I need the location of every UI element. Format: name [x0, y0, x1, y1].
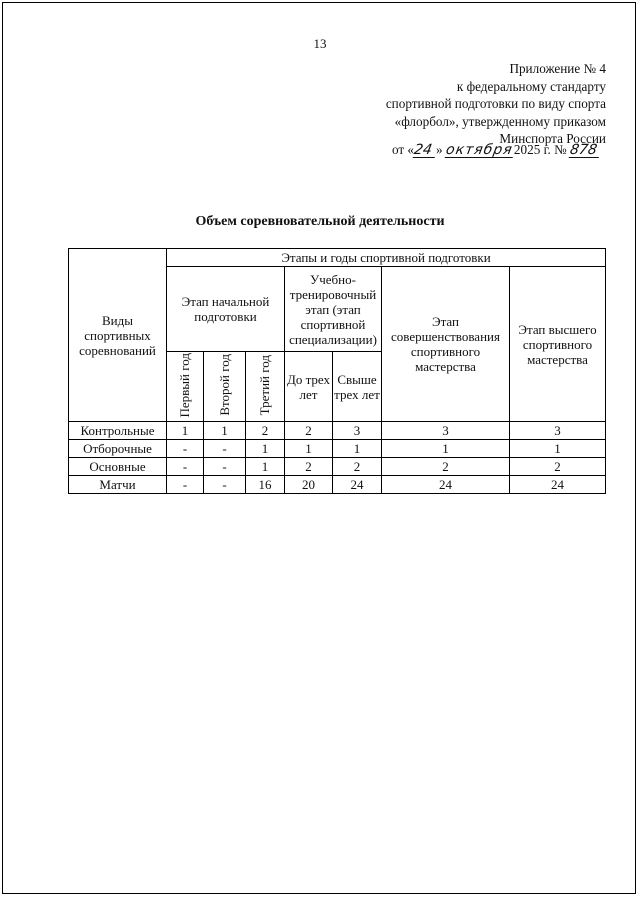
table-cell: 16: [246, 476, 285, 494]
table-row: [69, 476, 606, 494]
table-cell: 1: [246, 458, 285, 476]
order-day: 24: [413, 143, 438, 158]
header-stage-initial: Этап начальной подготовки: [167, 267, 285, 352]
page-number: 13: [313, 36, 327, 51]
annex-header: [386, 60, 606, 148]
table-cell: 2: [510, 458, 606, 476]
table-cell: 1: [333, 440, 382, 458]
table-row: [69, 422, 606, 440]
order-line: [392, 142, 600, 158]
table-cell: 1: [204, 422, 246, 440]
table-cell: 1: [382, 440, 510, 458]
year-second-label: Второй год: [216, 354, 232, 416]
table-cell: 3: [382, 422, 510, 440]
annex-line: Минспорта России: [499, 131, 606, 147]
table-cell: -: [167, 440, 204, 458]
year-third-label: Третий год: [257, 354, 272, 416]
table-cell: 2: [285, 422, 333, 440]
table-cell: 24: [382, 476, 510, 494]
table-cell: 1: [167, 422, 204, 440]
table-cell: -: [204, 440, 246, 458]
table-cell: 1: [510, 440, 606, 458]
table-cell: -: [167, 476, 204, 494]
document-title: Объем соревновательной деятельности: [195, 214, 445, 229]
table-cell: -: [167, 458, 204, 476]
competition-volume-table: [68, 248, 606, 494]
table-cell: 24: [510, 476, 606, 494]
header-stage-training: Учебно-тренировочный этап (этап спортивной специализации): [285, 267, 382, 352]
order-prefix: от «: [391, 142, 415, 157]
annex-line: «флорбол», утвержденному приказом: [394, 113, 606, 129]
table-cell: -: [204, 476, 246, 494]
order-mid: »: [436, 142, 443, 157]
table-cell: 2: [285, 458, 333, 476]
year-first-label: Первый год: [177, 352, 192, 418]
order-month: октября: [444, 142, 514, 158]
table-cell: 2: [246, 422, 285, 440]
row-label: Основные: [69, 458, 167, 476]
header-over-three: Свыше трех лет: [333, 352, 382, 422]
table-cell: 3: [510, 422, 606, 440]
order-number: 878: [569, 143, 602, 158]
table-row: [69, 458, 606, 476]
row-label: Контрольные: [69, 422, 167, 440]
table-cell: 20: [285, 476, 333, 494]
header-kinds: Виды спортивных соревнований: [69, 249, 167, 422]
table-row: [69, 440, 606, 458]
annex-line: к федеральному стандарту: [456, 78, 606, 94]
annex-line: спортивной подготовки по виду спорта: [385, 96, 606, 112]
order-year: 2025 г. №: [513, 142, 567, 157]
table-cell: 1: [246, 440, 285, 458]
table-cell: -: [204, 458, 246, 476]
table-cell: 3: [333, 422, 382, 440]
header-year-third: [246, 352, 285, 422]
header-up-to-three: До трех лет: [285, 352, 333, 422]
row-label: Отборочные: [69, 440, 167, 458]
header-year-second: [204, 352, 246, 422]
table-cell: 1: [285, 440, 333, 458]
header-stage-improvement: Этап совершенствования спортивного мастерства: [382, 267, 510, 422]
row-label: Матчи: [69, 476, 167, 494]
header-stage-higher: Этап высшего спортивного мастерства: [510, 267, 606, 422]
header-year-first: [167, 352, 204, 422]
annex-title: Приложение № 4: [509, 61, 606, 76]
table-cell: 2: [333, 458, 382, 476]
table-cell: 2: [382, 458, 510, 476]
table-cell: 24: [333, 476, 382, 494]
header-stages: Этапы и годы спортивной подготовки: [167, 249, 606, 267]
